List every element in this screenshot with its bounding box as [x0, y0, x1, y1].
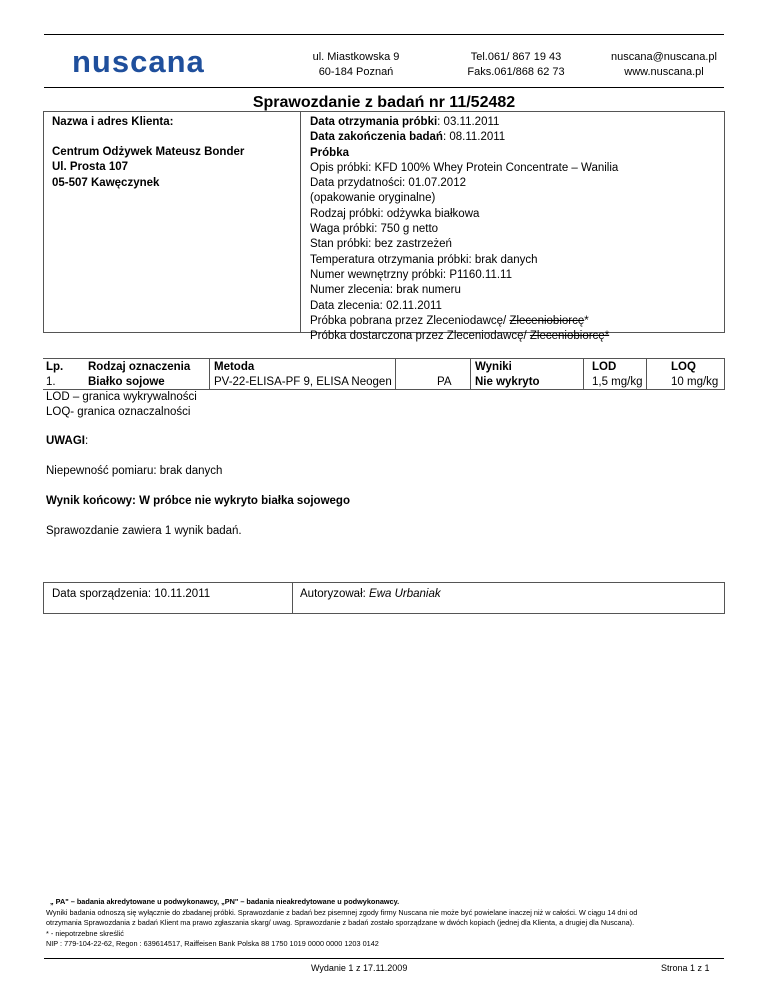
- sample-expiry: Data przydatności: 01.07.2012: [310, 177, 466, 190]
- col-divider-end: [724, 358, 725, 390]
- accreditation-legend: „ PA" – badania akredytowane u podwykonawcy, „PN" – badania nieakredytowane u podwykonawcy.: [50, 897, 400, 906]
- website-link[interactable]: www.nuscana.pl: [624, 66, 704, 78]
- header-address: [296, 50, 416, 80]
- sample-description: Opis próbki: KFD 100% Whey Protein Concentrate – Wanilia: [310, 161, 619, 174]
- th-result: Wyniki: [475, 361, 512, 373]
- edition-info: Wydanie 1 z 17.11.2009: [311, 963, 408, 973]
- sample-type: Rodzaj próbki: odżywka białkowa: [310, 207, 480, 220]
- td-loq: 10 mg/kg: [671, 376, 719, 388]
- sample-delivered-by: Próbka dostarczona przez Zleceniodawcę/ Zleceniobiorcę*: [310, 330, 610, 343]
- header-bottom-rule: [44, 87, 724, 88]
- client-sample-divider: [300, 111, 301, 333]
- td-result: Nie wykryto: [475, 376, 540, 388]
- col-divider-pa: [395, 358, 396, 390]
- td-accreditation: PA: [437, 376, 452, 388]
- td-method: PV-22-ELISA-PF 9, ELISA Neogen: [214, 376, 392, 388]
- legend-lod: LOD – granica wykrywalności: [46, 391, 197, 403]
- issue-date: Data sporządzenia: 10.11.2011: [52, 588, 211, 600]
- sample-condition: Stan próbki: bez zastrzeżeń: [310, 238, 452, 251]
- td-lod: 1,5 mg/kg: [592, 376, 643, 388]
- client-label: Nazwa i adres Klienta:: [52, 116, 174, 128]
- th-loq: LOQ: [671, 361, 696, 373]
- address-street: ul. Miastkowska 9: [312, 51, 400, 63]
- col-divider-method: [209, 358, 210, 390]
- signature-divider: [292, 582, 293, 614]
- td-lp: 1.: [46, 376, 56, 388]
- page-number: Strona 1 z 1: [661, 963, 710, 973]
- final-result: Wynik końcowy: W próbce nie wykryto białka sojowego: [46, 495, 350, 507]
- report-title: Sprawozdanie z badań nr 11/52482: [252, 94, 516, 111]
- client-name: Centrum Odżywek Mateusz Bonder: [52, 146, 245, 158]
- th-lod: LOD: [592, 361, 617, 373]
- th-type: Rodzaj oznaczenia: [88, 361, 191, 373]
- authorized-by: Autoryzował: Ewa Urbaniak: [300, 588, 441, 600]
- col-divider-lod: [583, 358, 584, 390]
- th-lp: Lp.: [46, 361, 64, 373]
- header-top-rule: [44, 34, 724, 35]
- sample-internal-number: Numer wewnętrzny próbki: P1160.11.11: [310, 268, 512, 281]
- sample-weight: Waga próbki: 750 g netto: [310, 223, 439, 236]
- finished-date: Data zakończenia badań: 08.11.2011: [310, 131, 506, 144]
- order-date: Data zlecenia: 02.11.2011: [310, 299, 442, 312]
- company-ids: NIP : 779-104-22-62, Regon : 639614517, Raiffeisen Bank Polska 88 1750 1019 0000 0000 1203 0142: [46, 939, 379, 948]
- legend-loq: LOQ- granica oznaczalności: [46, 406, 191, 418]
- client-address: [52, 145, 244, 191]
- footer-rule: [44, 958, 724, 959]
- td-type: Białko sojowe: [88, 376, 165, 388]
- sample-taken-by: Próbka pobrana przez Zleceniodawcę/ Zleceniobiorcę*: [310, 314, 589, 327]
- sample-details: [310, 115, 720, 344]
- th-method: Metoda: [214, 361, 255, 373]
- sample-section-label: Próbka: [310, 146, 349, 159]
- col-divider-result: [470, 358, 471, 390]
- received-date: Data otrzymania próbki: 03.11.2011: [310, 116, 500, 128]
- sample-temperature: Temperatura otrzymania próbki: brak danych: [310, 253, 538, 266]
- uncertainty-note: Niepewność pomiaru: brak danych: [46, 465, 223, 477]
- client-street: Ul. Prosta 107: [52, 161, 129, 174]
- order-number: Numer zlecenia: brak numeru: [310, 284, 461, 297]
- disclaimer-line-2: otrzymania Sprawozdania z badań Klient ma prawo zgłaszania skarg/ uwag. Sprawozdanie z badań zostało sporządzane w dwóch kopiach (jednej dla Klienta, a drugiej dla Nuscana).: [46, 918, 635, 927]
- col-divider-loq: [646, 358, 647, 390]
- email-link[interactable]: nuscana@nuscana.pl: [611, 51, 717, 63]
- phone-number: Tel.061/ 867 19 43: [470, 51, 562, 63]
- result-count: Sprawozdanie zawiera 1 wynik badań.: [46, 525, 242, 537]
- address-city: 60-184 Poznań: [318, 66, 394, 78]
- company-logo: nuscana: [72, 44, 205, 79]
- fax-number: Faks.061/868 62 73: [467, 66, 565, 78]
- client-city: 05-507 Kawęczynek: [52, 176, 160, 189]
- footer-notes: [46, 897, 726, 950]
- strike-note: * - niepotrzebne skreślić: [46, 928, 124, 938]
- header-phone: [456, 50, 576, 80]
- sample-packaging: (opakowanie oryginalne): [310, 192, 436, 205]
- disclaimer-line-1: Wyniki badania odnoszą się wyłącznie do zbadanej próbki. Sprawozdanie z badań bez pisemnej zgody firmy Nuscana nie może być powielane inaczej niż w całości. W ciągu 14 dni od: [46, 907, 638, 917]
- header-contact: [604, 50, 724, 80]
- remarks-heading: UWAGI:: [46, 435, 89, 447]
